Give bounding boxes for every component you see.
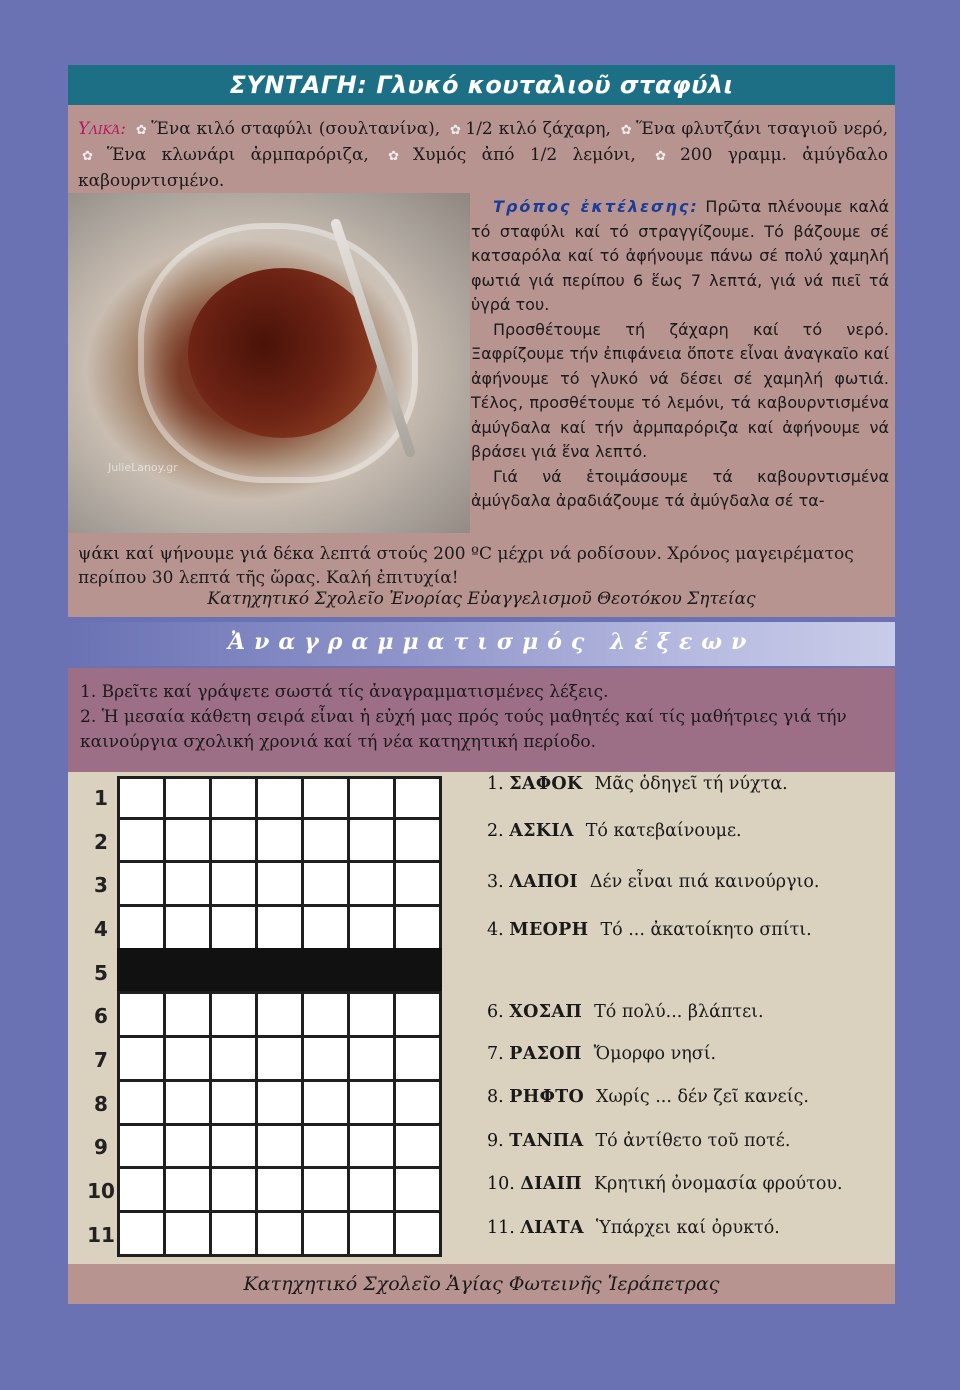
grid-row-number: 1 xyxy=(94,785,108,810)
grid-cell[interactable] xyxy=(163,817,212,864)
grid-row-number: 9 xyxy=(94,1135,108,1160)
clue-item xyxy=(487,872,820,892)
grid-row-number: 2 xyxy=(94,829,108,854)
bullet-icon: ✿ xyxy=(82,149,103,164)
clue-number: 2. xyxy=(487,821,504,841)
clue-scrambled-word: ΣΑΦΟΚ xyxy=(509,774,583,794)
grid-cell[interactable] xyxy=(255,817,304,864)
clue-hint: Χωρίς ... δέν ζεῖ κανείς. xyxy=(596,1087,809,1107)
clue-item xyxy=(487,1087,809,1107)
grid-row xyxy=(82,1082,442,1126)
grid-cell[interactable] xyxy=(117,1123,166,1170)
grid-cell[interactable] xyxy=(117,860,166,907)
method-paragraph-3: Γιά νά ἑτοιμάσουμε τά καβουρντισμένα ἀμύγδαλα ἀραδιάζουμε τά ἀμύγδαλα σέ τα- xyxy=(471,466,889,510)
grid-cell[interactable] xyxy=(209,860,258,907)
clue-hint: Δέν εἶναι πιά καινούργιο. xyxy=(589,872,820,892)
clue-hint: Τό πολύ... βλάπτει. xyxy=(594,1002,764,1022)
grid-cell[interactable] xyxy=(393,1079,442,1126)
grid-cell[interactable] xyxy=(393,817,442,864)
clue-number: 11. xyxy=(487,1218,515,1238)
ingredient-item: Χυμός ἀπό 1/2 λεμόνι, xyxy=(413,145,636,165)
clue-scrambled-word: ΡΗΦΤΟ xyxy=(509,1087,584,1107)
grid-cell[interactable] xyxy=(393,860,442,907)
ingredients-paragraph xyxy=(78,117,888,193)
clue-hint: Ὄμορφο νησί. xyxy=(593,1044,717,1064)
grid-cell[interactable] xyxy=(163,776,212,820)
grid-row-number: 6 xyxy=(94,1004,108,1029)
grid-cell[interactable] xyxy=(117,991,166,1038)
clue-hint: Τό ... ἀκατοίκητο σπίτι. xyxy=(600,920,812,940)
grid-cell[interactable] xyxy=(209,1210,258,1257)
grid-cell[interactable] xyxy=(301,1123,350,1170)
grid-cell[interactable] xyxy=(209,904,258,951)
grid-cell[interactable] xyxy=(255,991,304,1038)
grid-row xyxy=(82,863,442,907)
instructions xyxy=(68,668,895,772)
clue-number: 3. xyxy=(487,872,504,892)
clue-scrambled-word: ΛΑΠΟΙ xyxy=(509,872,578,892)
clue-item xyxy=(487,920,812,940)
grid-cell xyxy=(255,948,304,995)
clue-item xyxy=(487,821,742,841)
grid-cell xyxy=(117,948,166,995)
clue-number: 6. xyxy=(487,1002,504,1022)
grid-cell[interactable] xyxy=(255,1166,304,1213)
grid-cell[interactable] xyxy=(347,776,396,820)
grid-cell[interactable] xyxy=(117,904,166,951)
grid-cell[interactable] xyxy=(209,1123,258,1170)
ingredient-item: Ἕνα κλωνάρι ἀρμπαρόριζα, xyxy=(106,145,369,165)
grid-cell[interactable] xyxy=(301,1079,350,1126)
grid-cell[interactable] xyxy=(209,1035,258,1082)
grid-cell[interactable] xyxy=(347,860,396,907)
grid-cell[interactable] xyxy=(117,1035,166,1082)
clue-number: 9. xyxy=(487,1131,504,1151)
method-paragraph-1: Πρῶτα πλένουμε καλά τό σταφύλι καί τό στραγγίζουμε. Τό βάζουμε σέ κατσαρόλα καί τό ἀφήνουμε πάνω σέ πολύ χαμηλή φωτιά γιά περίπου 6 ἕως 7 λεπτά, γιά νά πιεῖ τά ὑγρά του. xyxy=(471,197,889,314)
grid-cell[interactable] xyxy=(163,1166,212,1213)
grid-cell[interactable] xyxy=(301,1035,350,1082)
grid-cell[interactable] xyxy=(117,1210,166,1257)
grid-row-number: 3 xyxy=(94,873,108,898)
grid-cell[interactable] xyxy=(301,1210,350,1257)
grid-row xyxy=(82,907,442,951)
grid-cell[interactable] xyxy=(163,1123,212,1170)
instruction-1: 1. Βρεῖτε καί γράψετε σωστά τίς ἀναγραμματισμένες λέξεις. xyxy=(80,682,609,702)
grid-cell[interactable] xyxy=(163,1035,212,1082)
ingredients-label: Υλικά: xyxy=(78,119,126,139)
grid-cell[interactable] xyxy=(301,817,350,864)
grid-cell[interactable] xyxy=(347,817,396,864)
grid-cell[interactable] xyxy=(255,904,304,951)
anagram-title: Ἀναγραμματισμός λέξεων xyxy=(228,629,756,655)
grid-row xyxy=(82,1169,442,1213)
grid-cell[interactable] xyxy=(117,1166,166,1213)
method-text xyxy=(471,195,889,514)
clue-hint: Μᾶς ὁδηγεῖ τή νύχτα. xyxy=(594,774,788,794)
recipe-title-bar xyxy=(68,65,895,105)
clue-item xyxy=(487,774,788,794)
method-paragraph-2: Προσθέτουμε τή ζάχαρη καί τό νερό. Ξαφρίζουμε τήν ἐπιφάνεια ὅποτε εἶναι ἀναγκαῖο καί ἀφήνουμε τό γλυκό νά δέσει σέ χαμηλή φωτιά. Τέλος, προσθέτουμε τό λεμόνι, τά καβουρντισμένα ἀμύγδαλα καί τήν ἀρμπαρόριζα καί ἀφήνουμε νά βράσει γιά ἕνα λεπτό. xyxy=(471,319,889,461)
grid-cell[interactable] xyxy=(347,1166,396,1213)
grid-cell[interactable] xyxy=(301,776,350,820)
grid-cell[interactable] xyxy=(347,1079,396,1126)
clue-scrambled-word: ΧΟΣΑΠ xyxy=(509,1002,583,1022)
ingredient-item: Ἕνα φλυτζάνι τσαγιοῦ νερό, xyxy=(636,119,888,139)
bullet-icon: ✿ xyxy=(620,123,633,138)
recipe-section xyxy=(68,105,895,617)
method-tail: ψάκι καί ψήνουμε γιά δέκα λεπτά στούς 200 ºC μέχρι νά ροδίσουν. Χρόνος μαγειρέματος περίπου 30 λεπτά τῆς ὥρας. Καλή ἐπιτυχία! xyxy=(78,544,854,588)
grid-cell[interactable] xyxy=(255,1210,304,1257)
clue-scrambled-word: ΡΑΣΟΠ xyxy=(509,1044,582,1064)
clue-hint: Κρητική ὀνομασία φρούτου. xyxy=(593,1174,843,1194)
grid-cell[interactable] xyxy=(255,1035,304,1082)
grid-cell[interactable] xyxy=(347,904,396,951)
grid-cell[interactable] xyxy=(393,904,442,951)
grid-cell[interactable] xyxy=(163,991,212,1038)
bullet-icon: ✿ xyxy=(135,123,148,138)
grid-cell[interactable] xyxy=(209,776,258,820)
clue-hint: Ὑπάρχει καί ὀρυκτό. xyxy=(595,1218,780,1238)
ingredient-item: 1/2 κιλό ζάχαρη, xyxy=(465,119,611,139)
bullet-icon: ✿ xyxy=(450,123,462,138)
grid-row xyxy=(82,951,442,995)
clue-scrambled-word: ΤΑΝΠΑ xyxy=(509,1131,584,1151)
grid-row xyxy=(82,776,442,820)
grid-cell[interactable] xyxy=(163,904,212,951)
grid-row-number: 10 xyxy=(87,1179,115,1204)
clue-scrambled-word: ΜΕΟΡΗ xyxy=(509,920,589,940)
grid-row-number: 11 xyxy=(87,1222,115,1247)
grid-cell[interactable] xyxy=(163,1079,212,1126)
puzzle-section xyxy=(68,772,895,1264)
grid-row xyxy=(82,1126,442,1170)
grid-cell[interactable] xyxy=(209,991,258,1038)
grid-cell[interactable] xyxy=(301,991,350,1038)
clue-number: 1. xyxy=(487,774,504,794)
bullet-icon: ✿ xyxy=(655,149,676,164)
grid-row-number: 4 xyxy=(94,916,108,941)
grid-cell[interactable] xyxy=(163,1210,212,1257)
grid-row xyxy=(82,820,442,864)
grid-cell xyxy=(347,948,396,995)
grid-row xyxy=(82,994,442,1038)
method-label: Τρόπος ἐκτέλεσης: xyxy=(493,197,699,216)
ingredient-item: 200 γραμμ. ἀμύγδαλο καβουρντισμένο. xyxy=(78,145,888,191)
clue-number: 10. xyxy=(487,1174,515,1194)
clue-item xyxy=(487,1174,843,1194)
grape-spoon-sweet-photo xyxy=(68,193,470,533)
footer-signature: Κατηχητικό Σχολεῖο Ἁγίας Φωτεινῆς Ἱεράπετρας xyxy=(68,1264,895,1304)
grid-cell[interactable] xyxy=(393,1035,442,1082)
grid-cell[interactable] xyxy=(209,1079,258,1126)
instruction-2: 2. Ἡ μεσαία κάθετη σειρά εἶναι ἡ εὐχή μας πρός τούς μαθητές καί τίς μαθήτριες γιά τήν καινούργια σχολική χρονιά καί τή νέα κατηχητική περίοδο. xyxy=(80,707,847,752)
clue-scrambled-word: ΛΙΑΤΑ xyxy=(520,1218,584,1238)
clue-hint: Τό ἀντίθετο τοῦ ποτέ. xyxy=(595,1131,791,1151)
grid-cell[interactable] xyxy=(301,860,350,907)
grid-cell[interactable] xyxy=(255,776,304,820)
clue-scrambled-word: ΔΙΑΙΠ xyxy=(520,1174,582,1194)
photo-watermark: JulieLanoy.gr xyxy=(108,461,178,474)
grid-row xyxy=(82,1038,442,1082)
grid-cell[interactable] xyxy=(117,776,166,820)
grid-cell[interactable] xyxy=(393,1210,442,1257)
grid-cell[interactable] xyxy=(163,860,212,907)
grid-cell xyxy=(163,948,212,995)
grid-cell[interactable] xyxy=(347,1035,396,1082)
grid-cell xyxy=(393,948,442,995)
grid-row xyxy=(82,1213,442,1257)
grid-cell[interactable] xyxy=(393,776,442,820)
grid-cell[interactable] xyxy=(347,991,396,1038)
grid-cell[interactable] xyxy=(255,860,304,907)
clue-hint: Τό κατεβαίνουμε. xyxy=(585,821,742,841)
grid-cell xyxy=(301,948,350,995)
clue-number: 4. xyxy=(487,920,504,940)
recipe-signature: Κατηχητικό Σχολεῖο Ἐνορίας Εὐαγγελισμοῦ Θεοτόκου Σητείας xyxy=(207,589,756,609)
clue-item xyxy=(487,1131,790,1151)
recipe-title: ΣΥΝΤΑΓΗ: Γλυκό κουταλιοῦ σταφύλι xyxy=(229,71,734,99)
grid-row-number: 8 xyxy=(94,1091,108,1116)
grid-cell[interactable] xyxy=(347,1210,396,1257)
grid-cell[interactable] xyxy=(301,1166,350,1213)
grid-row-number: 5 xyxy=(94,960,108,985)
grid-cell[interactable] xyxy=(393,991,442,1038)
grid-cell[interactable] xyxy=(117,817,166,864)
grid-row-number: 7 xyxy=(94,1047,108,1072)
grid-cell xyxy=(209,948,258,995)
bullet-icon: ✿ xyxy=(388,149,410,164)
clue-item xyxy=(487,1218,780,1238)
grid-cell[interactable] xyxy=(255,1079,304,1126)
clue-item xyxy=(487,1002,764,1022)
grid-cell[interactable] xyxy=(393,1166,442,1213)
clue-number: 7. xyxy=(487,1044,504,1064)
clue-scrambled-word: ΑΣΚΙΛ xyxy=(509,821,574,841)
clue-number: 8. xyxy=(487,1087,504,1107)
grid-cell[interactable] xyxy=(301,904,350,951)
grid-cell[interactable] xyxy=(209,817,258,864)
grid-cell[interactable] xyxy=(393,1123,442,1170)
clue-item xyxy=(487,1044,716,1064)
grid-cell[interactable] xyxy=(347,1123,396,1170)
grape-jam xyxy=(188,268,378,438)
grid-cell[interactable] xyxy=(255,1123,304,1170)
crossword-grid xyxy=(82,776,442,1257)
grid-cell[interactable] xyxy=(117,1079,166,1126)
anagram-title-bar xyxy=(68,622,895,666)
grid-cell[interactable] xyxy=(209,1166,258,1213)
ingredient-item: Ἕνα κιλό σταφύλι (σουλτανίνα), xyxy=(151,119,441,139)
